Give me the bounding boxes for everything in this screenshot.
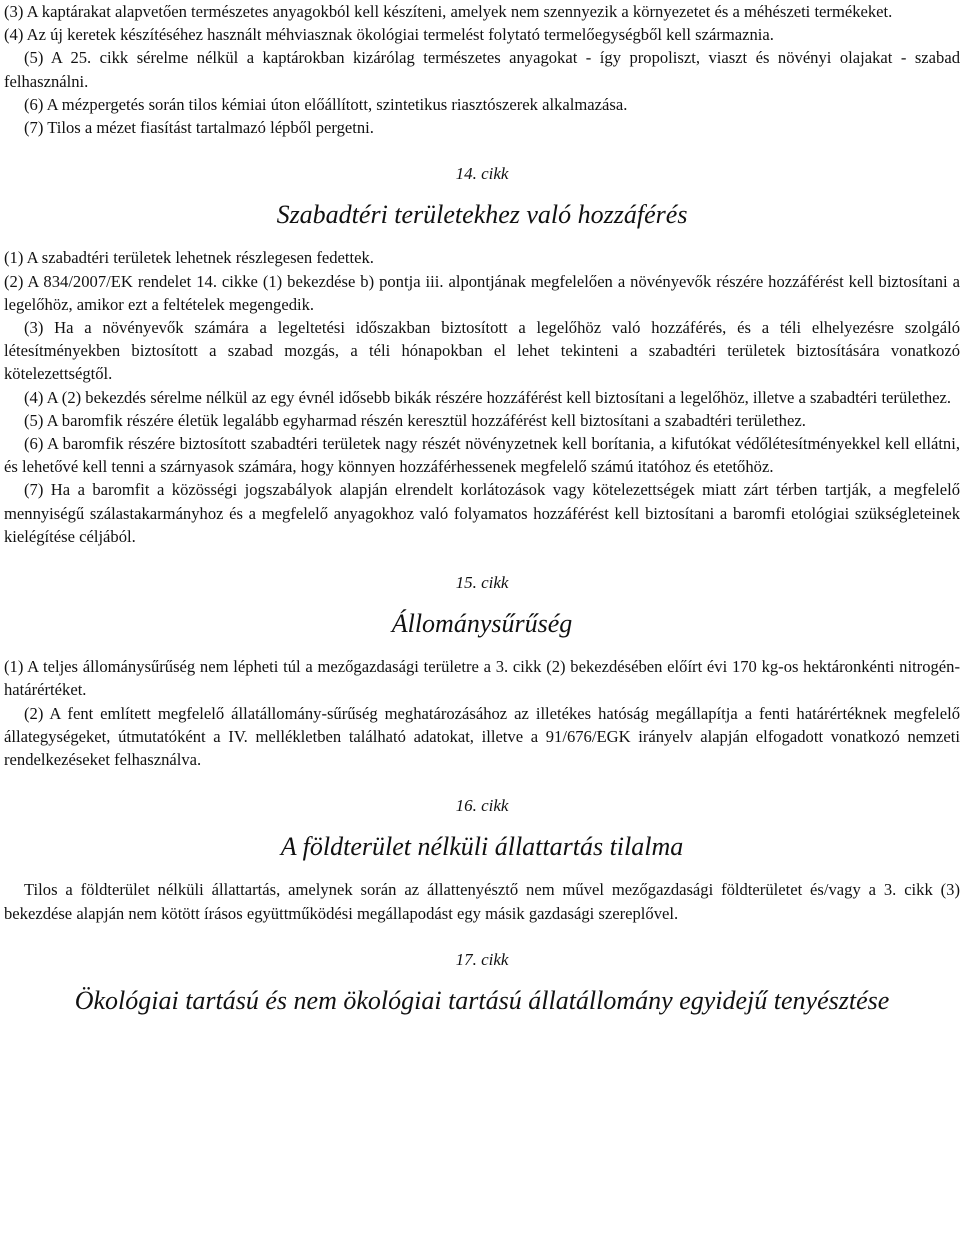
paragraph: (3) Ha a növényevők számára a legeltetési időszakban biztosított a legelőhöz való hozzáférés, és a téli elhelyezésre szolgáló létesítményekben biztosított a szabad mozgás, a téli hónapokban el lehet tekinteni a szabadtéri területek biztosítására vonatkozó kötelezettségtől.: [4, 318, 960, 384]
document-page: [4, 0, 960, 1016]
article-number: 14. cikk: [455, 164, 509, 184]
article-title: Állománysűrűség: [391, 609, 573, 639]
paragraph: (3) A kaptárakat alapvetően természetes anyagokból kell készíteni, amelyek nem szennyezik a környezetet és a méhészeti termékeket.: [4, 2, 893, 21]
paragraph: (5) A 25. cikk sérelme nélkül a kaptárokban kizárólag természetes anyagokat - így propoliszt, viaszt és növényi olajakat - szabad felhasználni.: [4, 48, 960, 91]
paragraph: (2) A 834/2007/EK rendelet 14. cikke (1) bekezdése b) pontja iii. alpontjának megfelelően a növényevők részére hozzáférést kell biztosítani a legelőhöz, amikor ezt a feltételek megengedik.: [4, 271, 960, 314]
article-title: A földterület nélküli állattartás tilalma: [280, 832, 684, 862]
paragraph: (6) A baromfik részére biztosított szabadtéri területek nagy részét növényzetnek kell borítania, a kifutókat védőlétesítményekkel kell ellátni, és lehetővé kell tenni a szárnyasok számára, hogy könnyen hozzáférhessenek megfelelő számú itatóhoz és etetőhöz.: [4, 434, 960, 477]
article-number: 16. cikk: [455, 796, 509, 816]
article-number: 17. cikk: [455, 949, 509, 969]
paragraph: (7) Ha a baromfit a közösségi jogszabályok alapján elrendelt korlátozások vagy kötelezettségek miatt zárt térben tartják, a megfelelő mennyiségű szálastakarmányhoz és a megfelelő anyagokhoz való folyamatos hozzáférést kell biztosítani a baromfi etológiai szükségleteinek kielégítése céljából.: [4, 480, 960, 546]
paragraph: (4) Az új keretek készítéséhez használt méhviasznak ökológiai termelést folytató termelőegységből kell származnia.: [4, 25, 774, 45]
paragraph: (5) A baromfik részére életük legalább egyharmad részén keresztül hozzáférést kell biztosítani a szabadtéri területhez.: [24, 410, 806, 430]
article-body: [4, 246, 960, 548]
paragraph: (1) A szabadtéri területek lehetnek részlegesen fedettek.: [4, 248, 374, 268]
article-title: Szabadtéri területekhez való hozzáférés: [276, 200, 688, 230]
paragraph: (1) A teljes állománysűrűség nem lépheti túl a mezőgazdasági területre a 3. cikk (2) bekezdésében előírt évi 170 kg-os hektáronkénti nitrogén-határértéket.: [4, 657, 960, 700]
paragraph: (2) A fent említett megfelelő állatállomány-sűrűség meghatározásához az illetékes hatóság megállapítja a fenti határértéknek megfelelő állategységeket, útmutatóként a IV. mellékletben található adatokat, illetve a 91/676/EGK irányelv alapján elfogadott vonatkozó nemzeti rendelkezéseket felhasználva.: [4, 703, 960, 770]
paragraph: Tilos a földterület nélküli állattartás, amelynek során az állattenyésztő nem művel mezőgazdasági földterületet és/vagy a 3. cikk (3) bekezdése alapján nem kötött írásos együttműködési megállapodást egy másik gazdasági szereplővel.: [4, 880, 960, 923]
paragraph: (4) A (2) bekezdés sérelme nélkül az egy évnél idősebb bikák részére hozzáférést kell biztosítani a legelőhöz, illetve a szabadtéri területhez.: [24, 387, 951, 407]
article-body: [4, 655, 960, 771]
article-number: 15. cikk: [455, 573, 509, 593]
paragraph: (6) A mézpergetés során tilos kémiai úton előállított, szintetikus riasztószerek alkalmazása.: [24, 94, 628, 114]
article-title: Ökológiai tartású és nem ökológiai tartású állatállomány egyidejű tenyésztése: [74, 986, 890, 1016]
paragraph: (7) Tilos a mézet fiasítást tartalmazó lépből pergetni.: [24, 118, 374, 138]
article-body: [4, 878, 960, 924]
